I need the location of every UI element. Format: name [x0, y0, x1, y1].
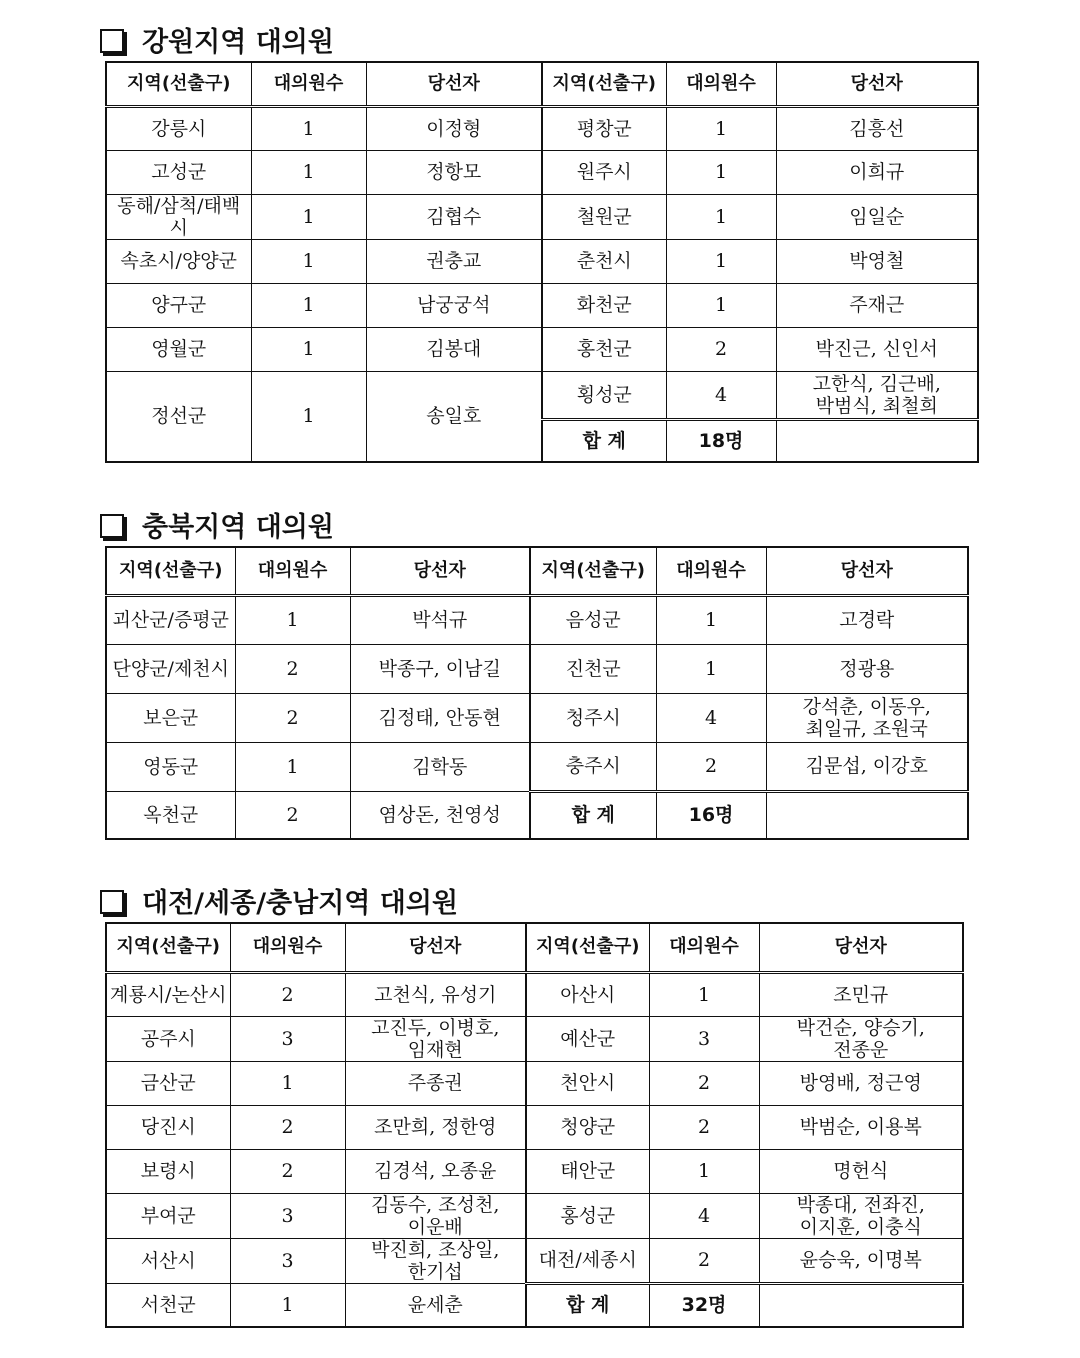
count-cell: 1	[251, 327, 366, 371]
count-cell: 1	[251, 283, 366, 327]
region-cell: 진천군	[530, 644, 656, 693]
count-cell: 2	[230, 1149, 345, 1193]
col-header-elected: 당선자	[776, 62, 978, 106]
col-header-region: 지역(선출구)	[542, 62, 666, 106]
checkbox-icon	[100, 29, 124, 53]
count-cell: 1	[251, 239, 366, 283]
elected-cell: 임일순	[776, 194, 978, 239]
elected-cell: 김정태, 안동현	[350, 693, 530, 742]
count-cell: 1	[251, 371, 366, 462]
region-cell: 양구군	[106, 283, 251, 327]
elected-cell: 김흥선	[776, 106, 978, 150]
count-cell: 3	[230, 1238, 345, 1283]
region-cell: 보령시	[106, 1149, 230, 1193]
elected-cell: 박종구, 이남길	[350, 644, 530, 693]
table-row	[106, 106, 978, 150]
section-heading: 충북지역 대의원	[100, 505, 334, 544]
region-cell: 아산시	[526, 972, 649, 1016]
region-cell: 청주시	[530, 693, 656, 742]
count-cell: 1	[235, 595, 350, 644]
table-row	[106, 1105, 963, 1149]
elected-cell: 강석춘, 이동우, 최일규, 조원국	[766, 693, 968, 742]
region-cell: 계룡시/논산시	[106, 972, 230, 1016]
table-row	[106, 239, 978, 283]
elected-cell: 염상돈, 천영성	[350, 791, 530, 839]
elected-cell: 남궁궁석	[366, 283, 542, 327]
region-cell: 고성군	[106, 150, 251, 194]
elected-cell: 고경락	[766, 595, 968, 644]
delegate-table	[105, 922, 964, 1328]
region-cell: 속초시/양양군	[106, 239, 251, 283]
region-cell: 충주시	[530, 742, 656, 791]
table-row	[106, 1149, 963, 1193]
col-header-region: 지역(선출구)	[106, 923, 230, 972]
count-cell: 2	[230, 972, 345, 1016]
region-cell: 영동군	[106, 742, 235, 791]
count-cell: 4	[666, 371, 776, 419]
section-heading: 대전/세종/충남지역 대의원	[100, 881, 458, 920]
checkbox-icon	[100, 514, 124, 538]
count-cell: 1	[656, 595, 766, 644]
elected-cell: 박진희, 조상일, 한기섭	[345, 1238, 526, 1283]
table-row	[106, 283, 978, 327]
col-header-count: 대의원수	[666, 62, 776, 106]
count-cell: 1	[666, 106, 776, 150]
section-heading: 강원지역 대의원	[100, 20, 334, 59]
region-cell: 춘천시	[542, 239, 666, 283]
region-cell: 강릉시	[106, 106, 251, 150]
col-header-count: 대의원수	[649, 923, 759, 972]
table-row	[106, 327, 978, 371]
region-cell: 천안시	[526, 1061, 649, 1105]
count-cell: 1	[230, 1283, 345, 1327]
elected-cell: 조민규	[759, 972, 963, 1016]
elected-cell: 송일호	[366, 371, 542, 462]
table-row	[106, 1016, 963, 1061]
total-empty	[759, 1283, 963, 1327]
checkbox-icon	[100, 890, 124, 914]
elected-cell: 박종대, 전좌진, 이지훈, 이충식	[759, 1193, 963, 1238]
count-cell: 2	[235, 644, 350, 693]
elected-cell: 고천식, 유성기	[345, 972, 526, 1016]
elected-cell: 김경석, 오종윤	[345, 1149, 526, 1193]
total-value: 18명	[666, 419, 776, 462]
table-row	[106, 742, 968, 791]
region-cell: 음성군	[530, 595, 656, 644]
count-cell: 2	[649, 1105, 759, 1149]
table-row	[106, 371, 978, 419]
col-header-count: 대의원수	[656, 547, 766, 595]
col-header-region: 지역(선출구)	[530, 547, 656, 595]
region-cell: 홍천군	[542, 327, 666, 371]
count-cell: 3	[230, 1193, 345, 1238]
region-cell: 대전/세종시	[526, 1238, 649, 1283]
count-cell: 1	[666, 194, 776, 239]
table-header-row	[106, 923, 963, 972]
total-value: 16명	[656, 791, 766, 839]
total-empty	[776, 419, 978, 462]
total-empty	[766, 791, 968, 839]
table-row	[106, 595, 968, 644]
count-cell: 2	[649, 1061, 759, 1105]
region-cell: 공주시	[106, 1016, 230, 1061]
region-cell: 철원군	[542, 194, 666, 239]
delegate-table	[105, 61, 979, 463]
count-cell: 1	[251, 194, 366, 239]
region-cell: 금산군	[106, 1061, 230, 1105]
col-header-region: 지역(선출구)	[106, 547, 235, 595]
elected-cell: 이정형	[366, 106, 542, 150]
count-cell: 4	[649, 1193, 759, 1238]
elected-cell: 윤승욱, 이명복	[759, 1238, 963, 1283]
region-cell: 정선군	[106, 371, 251, 462]
elected-cell: 윤세춘	[345, 1283, 526, 1327]
elected-cell: 박영철	[776, 239, 978, 283]
count-cell: 2	[235, 791, 350, 839]
region-cell: 예산군	[526, 1016, 649, 1061]
region-cell: 부여군	[106, 1193, 230, 1238]
table-row	[106, 972, 963, 1016]
col-header-elected: 당선자	[345, 923, 526, 972]
region-cell: 원주시	[542, 150, 666, 194]
elected-cell: 김학동	[350, 742, 530, 791]
table-row	[106, 1238, 963, 1283]
elected-cell: 박진근, 신인서	[776, 327, 978, 371]
region-cell: 화천군	[542, 283, 666, 327]
region-cell: 보은군	[106, 693, 235, 742]
count-cell: 1	[230, 1061, 345, 1105]
table-row	[106, 150, 978, 194]
count-cell: 1	[666, 150, 776, 194]
elected-cell: 권충교	[366, 239, 542, 283]
count-cell: 4	[656, 693, 766, 742]
table-row	[106, 693, 968, 742]
region-cell: 서산시	[106, 1238, 230, 1283]
table-header-row	[106, 62, 978, 106]
col-header-region: 지역(선출구)	[106, 62, 251, 106]
count-cell: 1	[251, 106, 366, 150]
count-cell: 2	[230, 1105, 345, 1149]
col-header-count: 대의원수	[251, 62, 366, 106]
col-header-count: 대의원수	[230, 923, 345, 972]
region-cell: 당진시	[106, 1105, 230, 1149]
count-cell: 1	[649, 972, 759, 1016]
count-cell: 1	[649, 1149, 759, 1193]
elected-cell: 조만희, 정한영	[345, 1105, 526, 1149]
elected-cell: 고한식, 김근배, 박범식, 최철희	[776, 371, 978, 419]
table-row	[106, 791, 968, 839]
region-cell: 청양군	[526, 1105, 649, 1149]
total-label: 합 계	[530, 791, 656, 839]
elected-cell: 김협수	[366, 194, 542, 239]
region-cell: 평창군	[542, 106, 666, 150]
delegate-table	[105, 546, 969, 840]
elected-cell: 정광용	[766, 644, 968, 693]
table-row	[106, 1193, 963, 1238]
count-cell: 2	[666, 327, 776, 371]
count-cell: 2	[649, 1238, 759, 1283]
elected-cell: 박범순, 이용복	[759, 1105, 963, 1149]
elected-cell: 명헌식	[759, 1149, 963, 1193]
total-label: 합 계	[526, 1283, 649, 1327]
region-cell: 영월군	[106, 327, 251, 371]
count-cell: 1	[251, 150, 366, 194]
region-cell: 동해/삼척/태백시	[106, 194, 251, 239]
col-header-count: 대의원수	[235, 547, 350, 595]
region-cell: 횡성군	[542, 371, 666, 419]
elected-cell: 김봉대	[366, 327, 542, 371]
region-cell: 태안군	[526, 1149, 649, 1193]
table-row	[106, 194, 978, 239]
count-cell: 1	[235, 742, 350, 791]
col-header-elected: 당선자	[766, 547, 968, 595]
elected-cell: 주재근	[776, 283, 978, 327]
elected-cell: 고진두, 이병호, 임재현	[345, 1016, 526, 1061]
table-row	[106, 1283, 963, 1327]
table-row	[106, 644, 968, 693]
total-label: 합 계	[542, 419, 666, 462]
count-cell: 3	[649, 1016, 759, 1061]
elected-cell: 박석규	[350, 595, 530, 644]
col-header-elected: 당선자	[366, 62, 542, 106]
region-cell: 괴산군/증평군	[106, 595, 235, 644]
region-cell: 홍성군	[526, 1193, 649, 1238]
region-cell: 단양군/제천시	[106, 644, 235, 693]
col-header-elected: 당선자	[759, 923, 963, 972]
count-cell: 2	[656, 742, 766, 791]
elected-cell: 방영배, 정근영	[759, 1061, 963, 1105]
elected-cell: 김문섭, 이강호	[766, 742, 968, 791]
col-header-elected: 당선자	[350, 547, 530, 595]
col-header-region: 지역(선출구)	[526, 923, 649, 972]
count-cell: 3	[230, 1016, 345, 1061]
count-cell: 2	[235, 693, 350, 742]
elected-cell: 박건순, 양승기, 전종운	[759, 1016, 963, 1061]
elected-cell: 정항모	[366, 150, 542, 194]
elected-cell: 이희규	[776, 150, 978, 194]
count-cell: 1	[666, 283, 776, 327]
region-cell: 서천군	[106, 1283, 230, 1327]
elected-cell: 김동수, 조성천, 이운배	[345, 1193, 526, 1238]
region-cell: 옥천군	[106, 791, 235, 839]
elected-cell: 주종권	[345, 1061, 526, 1105]
count-cell: 1	[656, 644, 766, 693]
table-row	[106, 1061, 963, 1105]
total-value: 32명	[649, 1283, 759, 1327]
count-cell: 1	[666, 239, 776, 283]
table-header-row	[106, 547, 968, 595]
